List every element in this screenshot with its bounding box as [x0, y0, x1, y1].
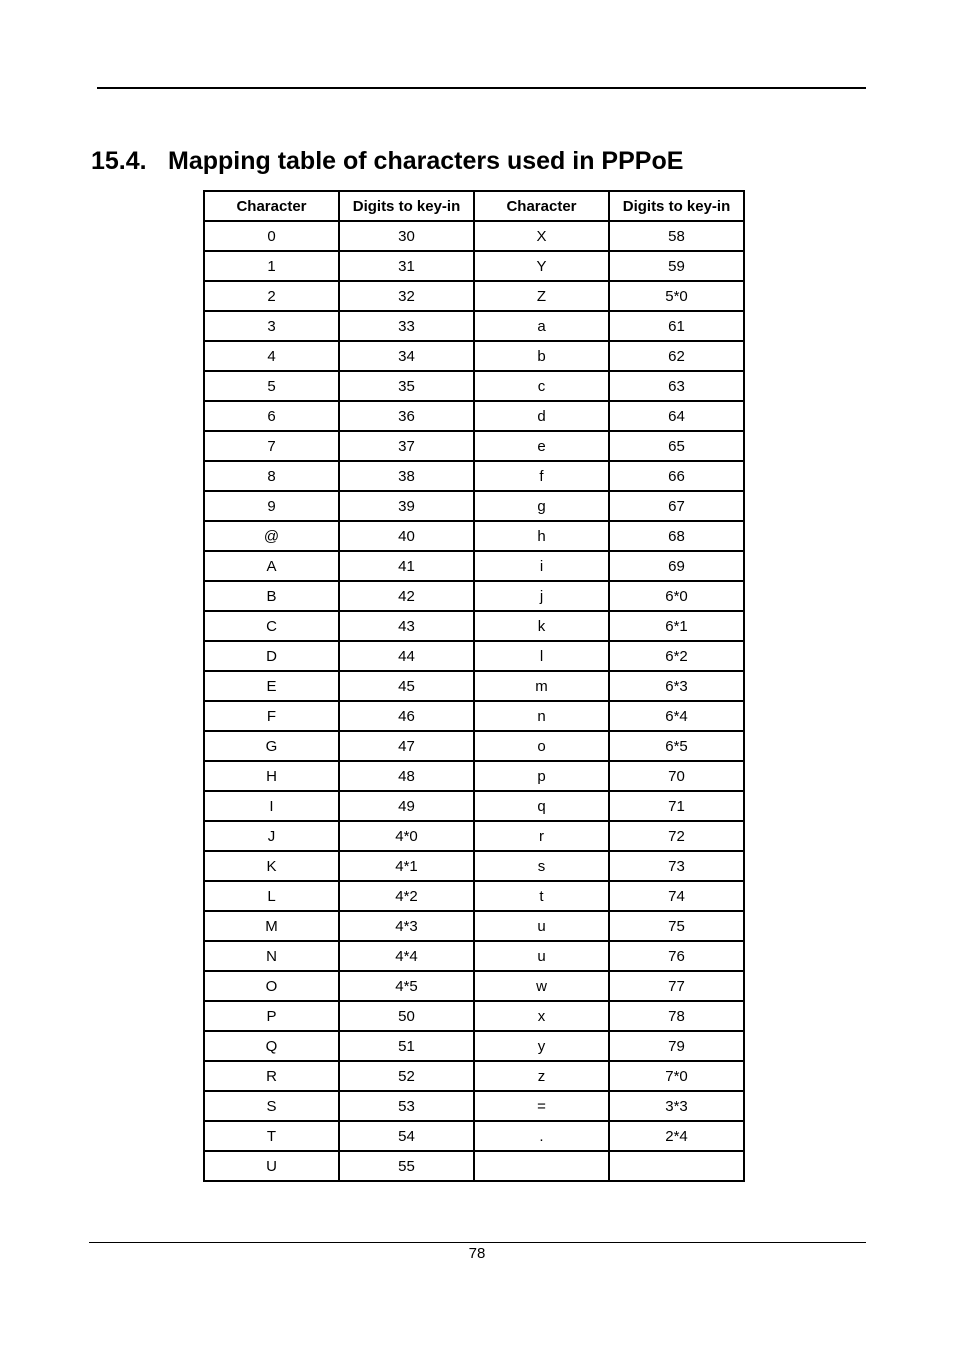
- cell-character-2: u: [474, 911, 609, 941]
- cell-character-2: Y: [474, 251, 609, 281]
- cell-character: U: [204, 1151, 339, 1181]
- footer-rule: [89, 1242, 866, 1243]
- cell-digits: 50: [339, 1001, 474, 1031]
- cell-character: 3: [204, 311, 339, 341]
- table-row: [204, 851, 744, 881]
- cell-character-2: X: [474, 221, 609, 251]
- cell-character-2: =: [474, 1091, 609, 1121]
- column-header-digits: Digits to key-in: [339, 191, 474, 221]
- cell-character: Q: [204, 1031, 339, 1061]
- table-row: [204, 311, 744, 341]
- cell-character-2: h: [474, 521, 609, 551]
- table-row: [204, 491, 744, 521]
- cell-character-2: d: [474, 401, 609, 431]
- cell-digits: 32: [339, 281, 474, 311]
- cell-character: I: [204, 791, 339, 821]
- cell-character-2: c: [474, 371, 609, 401]
- cell-character-2: r: [474, 821, 609, 851]
- cell-digits-2: 65: [609, 431, 744, 461]
- cell-digits-2: 3*3: [609, 1091, 744, 1121]
- section-heading: [91, 144, 683, 178]
- cell-character: 6: [204, 401, 339, 431]
- cell-character: M: [204, 911, 339, 941]
- cell-digits: 53: [339, 1091, 474, 1121]
- cell-digits: 37: [339, 431, 474, 461]
- cell-digits: 46: [339, 701, 474, 731]
- cell-character-2: y: [474, 1031, 609, 1061]
- cell-character: K: [204, 851, 339, 881]
- table-row: [204, 341, 744, 371]
- cell-digits: 39: [339, 491, 474, 521]
- cell-character: 2: [204, 281, 339, 311]
- cell-digits: 51: [339, 1031, 474, 1061]
- cell-character-2: .: [474, 1121, 609, 1151]
- cell-digits: 42: [339, 581, 474, 611]
- cell-digits: 49: [339, 791, 474, 821]
- cell-digits: 40: [339, 521, 474, 551]
- cell-digits-2: 6*5: [609, 731, 744, 761]
- cell-digits-2: 63: [609, 371, 744, 401]
- table-row: [204, 521, 744, 551]
- cell-character-2: g: [474, 491, 609, 521]
- cell-character: B: [204, 581, 339, 611]
- column-header-character: Character: [204, 191, 339, 221]
- cell-character: 9: [204, 491, 339, 521]
- table-row: [204, 791, 744, 821]
- cell-character: 1: [204, 251, 339, 281]
- table-row: [204, 641, 744, 671]
- table-row: [204, 941, 744, 971]
- cell-digits: 36: [339, 401, 474, 431]
- cell-character-2: s: [474, 851, 609, 881]
- cell-digits-2: 6*3: [609, 671, 744, 701]
- cell-character-2: w: [474, 971, 609, 1001]
- cell-character: 4: [204, 341, 339, 371]
- table-row: [204, 1091, 744, 1121]
- cell-character: H: [204, 761, 339, 791]
- cell-character: L: [204, 881, 339, 911]
- cell-character: S: [204, 1091, 339, 1121]
- cell-character-2: a: [474, 311, 609, 341]
- cell-digits-2: 78: [609, 1001, 744, 1031]
- table-row: [204, 1061, 744, 1091]
- cell-digits-2: 6*0: [609, 581, 744, 611]
- cell-digits: 4*4: [339, 941, 474, 971]
- cell-digits: 43: [339, 611, 474, 641]
- cell-digits: 47: [339, 731, 474, 761]
- cell-character: D: [204, 641, 339, 671]
- cell-character-2: m: [474, 671, 609, 701]
- table-row: [204, 371, 744, 401]
- table-row: [204, 1001, 744, 1031]
- cell-character: E: [204, 671, 339, 701]
- cell-digits-2: 74: [609, 881, 744, 911]
- table-row: [204, 611, 744, 641]
- cell-digits-2: 61: [609, 311, 744, 341]
- table-row: [204, 821, 744, 851]
- cell-digits-2: 73: [609, 851, 744, 881]
- cell-character-2: x: [474, 1001, 609, 1031]
- cell-digits-2: 72: [609, 821, 744, 851]
- cell-digits-2: 62: [609, 341, 744, 371]
- cell-character: F: [204, 701, 339, 731]
- table-row: [204, 251, 744, 281]
- cell-digits-2: 69: [609, 551, 744, 581]
- cell-character-2: j: [474, 581, 609, 611]
- cell-digits: 34: [339, 341, 474, 371]
- cell-character-2: p: [474, 761, 609, 791]
- cell-character-2: i: [474, 551, 609, 581]
- cell-character-2: e: [474, 431, 609, 461]
- cell-character: O: [204, 971, 339, 1001]
- cell-character-2: l: [474, 641, 609, 671]
- cell-digits-2: 5*0: [609, 281, 744, 311]
- table-row: [204, 761, 744, 791]
- cell-character-2: o: [474, 731, 609, 761]
- cell-character: 5: [204, 371, 339, 401]
- table-row: [204, 1121, 744, 1151]
- header-rule: [97, 87, 866, 89]
- table-row: [204, 551, 744, 581]
- table-row: [204, 731, 744, 761]
- table-row: [204, 221, 744, 251]
- cell-character-2: z: [474, 1061, 609, 1091]
- table-row: [204, 911, 744, 941]
- cell-digits-2: 6*4: [609, 701, 744, 731]
- cell-digits: 4*3: [339, 911, 474, 941]
- cell-digits-2: [609, 1151, 744, 1181]
- cell-character-2: k: [474, 611, 609, 641]
- table-row: [204, 281, 744, 311]
- cell-character: G: [204, 731, 339, 761]
- cell-digits-2: 70: [609, 761, 744, 791]
- cell-character-2: f: [474, 461, 609, 491]
- section-number: 15.4.: [91, 147, 147, 175]
- table-row: [204, 431, 744, 461]
- column-header-character-2: Character: [474, 191, 609, 221]
- cell-digits: 52: [339, 1061, 474, 1091]
- cell-digits: 4*2: [339, 881, 474, 911]
- cell-digits: 4*1: [339, 851, 474, 881]
- cell-digits-2: 76: [609, 941, 744, 971]
- cell-digits-2: 6*2: [609, 641, 744, 671]
- table-row: [204, 581, 744, 611]
- cell-character: 8: [204, 461, 339, 491]
- cell-digits-2: 68: [609, 521, 744, 551]
- cell-character-2: q: [474, 791, 609, 821]
- cell-character: 7: [204, 431, 339, 461]
- cell-digits-2: 58: [609, 221, 744, 251]
- cell-digits-2: 64: [609, 401, 744, 431]
- cell-digits-2: 7*0: [609, 1061, 744, 1091]
- table-row: [204, 701, 744, 731]
- cell-digits: 41: [339, 551, 474, 581]
- cell-digits-2: 59: [609, 251, 744, 281]
- table-body: [204, 221, 744, 1181]
- cell-digits: 35: [339, 371, 474, 401]
- cell-digits: 31: [339, 251, 474, 281]
- table-row: [204, 1031, 744, 1061]
- cell-character: P: [204, 1001, 339, 1031]
- cell-character: @: [204, 521, 339, 551]
- cell-digits: 30: [339, 221, 474, 251]
- cell-digits-2: 77: [609, 971, 744, 1001]
- cell-character-2: [474, 1151, 609, 1181]
- table-row: [204, 881, 744, 911]
- cell-digits: 33: [339, 311, 474, 341]
- table-header-row: [204, 191, 744, 221]
- cell-digits: 4*5: [339, 971, 474, 1001]
- cell-digits-2: 67: [609, 491, 744, 521]
- table-row: [204, 401, 744, 431]
- cell-digits: 4*0: [339, 821, 474, 851]
- cell-digits-2: 66: [609, 461, 744, 491]
- cell-character: J: [204, 821, 339, 851]
- cell-digits-2: 75: [609, 911, 744, 941]
- cell-digits: 38: [339, 461, 474, 491]
- page-number: 78: [468, 1245, 486, 1262]
- character-mapping-table: [203, 190, 745, 1182]
- cell-digits-2: 79: [609, 1031, 744, 1061]
- cell-digits: 55: [339, 1151, 474, 1181]
- cell-character: R: [204, 1061, 339, 1091]
- cell-character-2: Z: [474, 281, 609, 311]
- cell-character-2: u: [474, 941, 609, 971]
- table-row: [204, 1151, 744, 1181]
- cell-digits: 45: [339, 671, 474, 701]
- table-row: [204, 671, 744, 701]
- cell-digits-2: 6*1: [609, 611, 744, 641]
- cell-digits: 44: [339, 641, 474, 671]
- cell-character: N: [204, 941, 339, 971]
- column-header-digits-2: Digits to key-in: [609, 191, 744, 221]
- cell-character-2: b: [474, 341, 609, 371]
- table-row: [204, 971, 744, 1001]
- cell-character: C: [204, 611, 339, 641]
- cell-digits: 48: [339, 761, 474, 791]
- cell-digits-2: 2*4: [609, 1121, 744, 1151]
- cell-character: A: [204, 551, 339, 581]
- cell-character: 0: [204, 221, 339, 251]
- section-title: Mapping table of characters used in PPPoE: [168, 147, 684, 175]
- cell-digits-2: 71: [609, 791, 744, 821]
- cell-character-2: n: [474, 701, 609, 731]
- cell-character: T: [204, 1121, 339, 1151]
- table-row: [204, 461, 744, 491]
- cell-character-2: t: [474, 881, 609, 911]
- cell-digits: 54: [339, 1121, 474, 1151]
